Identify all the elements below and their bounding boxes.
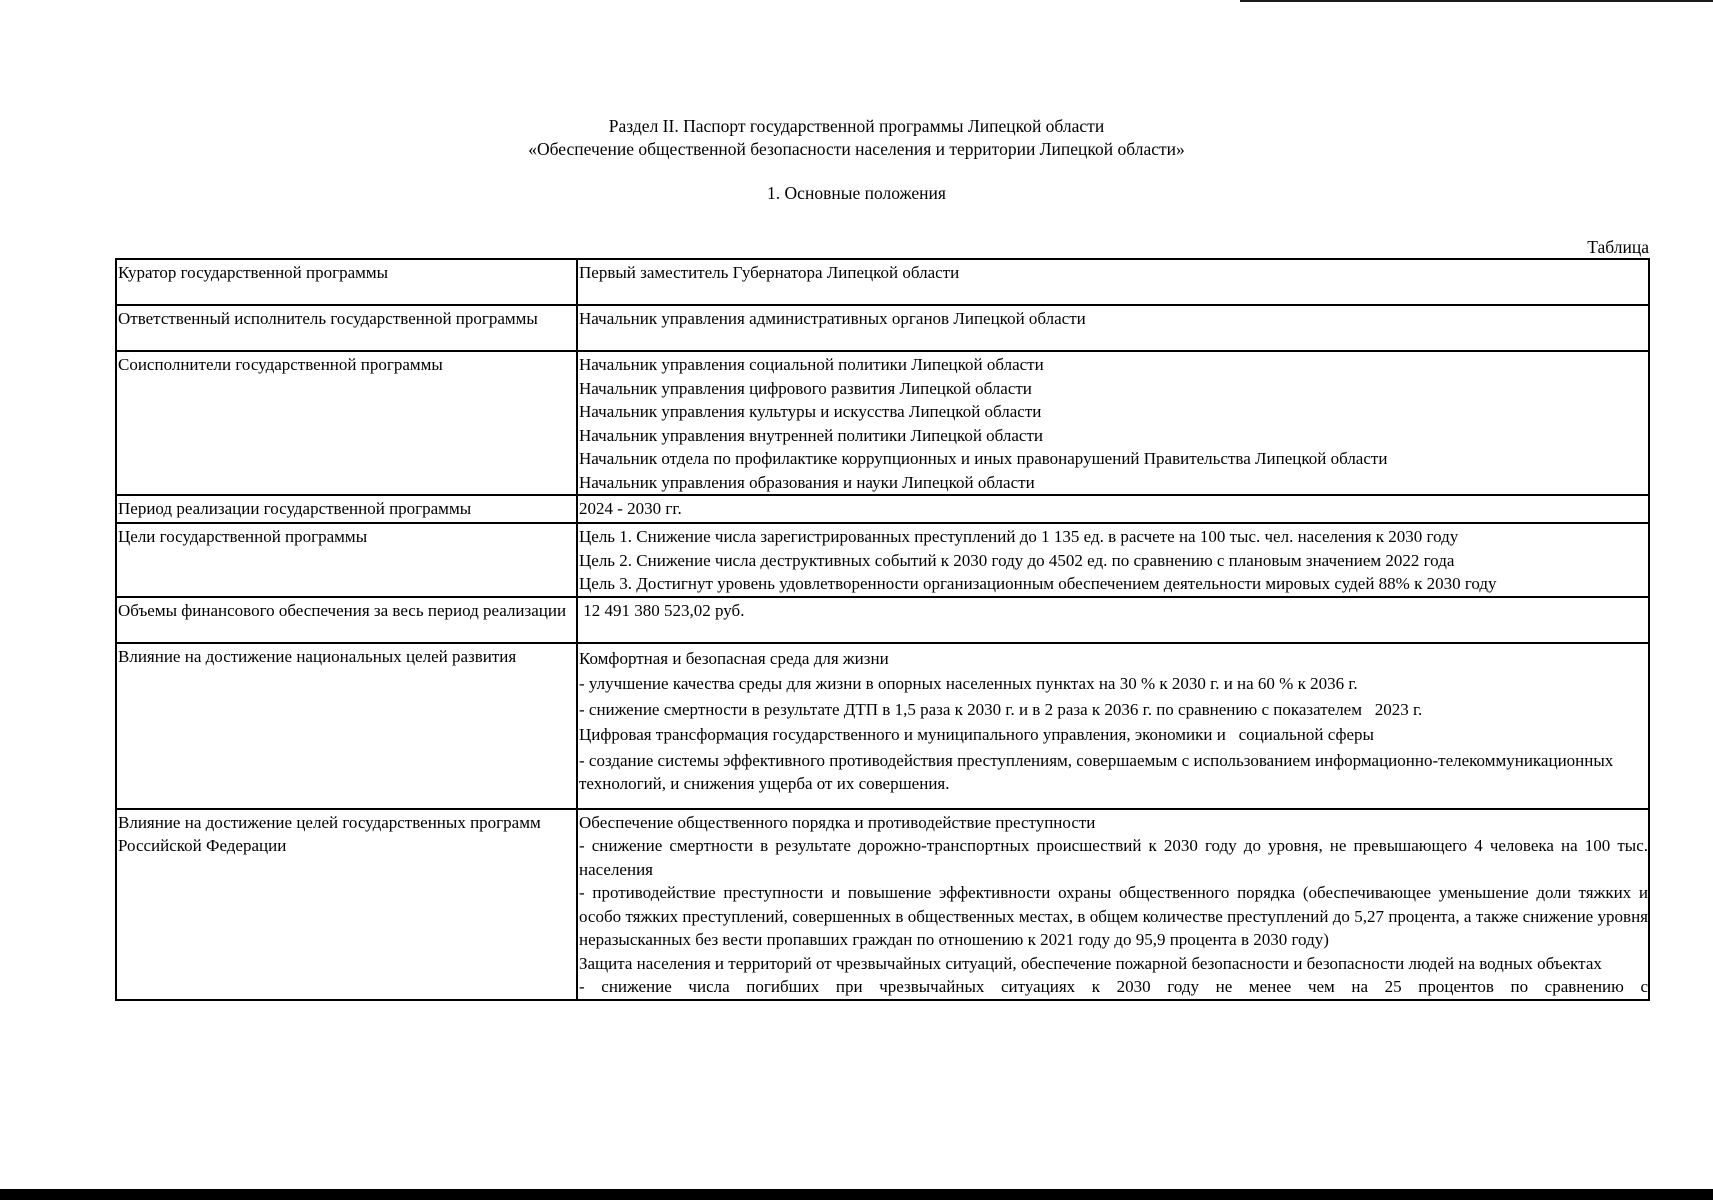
row-value: Комфортная и безопасная среда для жизни - улучшение качества среды для жизни в опорных населенных пунктах на 30 % к 2030 г. и на 60 % к 2036 г. - снижение смертности в результате ДТП в 1,5 раза к 2030 г. и в 2 раза к 2036 г. по сравнению с показателем 2023 г. Цифровая трансформация государственного и муниципального управления, экономики и социальной сферы - создание системы эффективного противодействия преступлениям, совершаемым с использованием информационно-телекоммуникационных технологий, и снижения ущерба от их совершения. [577, 643, 1649, 809]
table-row [116, 809, 1649, 1000]
row-value: Первый заместитель Губернатора Липецкой области [577, 259, 1649, 305]
row-value: Обеспечение общественного порядка и противодействие преступности - снижение смертности в результате дорожно-транспортных происшествий к 2030 году до уровня, не превышающего 4 человека на 100 тыс. населения - противодействие преступности и повышение эффективности охраны общественного порядка (обеспечивающее уменьшение доли тяжких и особо тяжких преступлений, совершенных в общественных местах, в общем количестве преступлений до 5,27 процента, а также снижение уровня неразысканных без вести пропавших граждан по отношению к 2021 году до 95,9 процента в 2030 году) Защита населения и территорий от чрезвычайных ситуаций, обеспечение пожарной безопасности и безопасности людей на водных объектах - снижение числа погибших при чрезвычайных ситуациях к 2030 году не менее чем на 25 процентов по сравнению с [577, 809, 1649, 1000]
row-value: 2024 - 2030 гг. [577, 495, 1649, 523]
row-label: Куратор государственной программы [116, 259, 577, 305]
table-row [116, 351, 1649, 495]
table-row [116, 523, 1649, 597]
table-row [116, 259, 1649, 305]
table-row [116, 643, 1649, 809]
row-value: Цель 1. Снижение числа зарегистрированных преступлений до 1 135 ед. в расчете на 100 тыс. чел. населения к 2030 году Цель 2. Снижение числа деструктивных событий к 2030 году до 4502 ед. по сравнению с плановым значением 2022 года Цель 3. Достигнут уровень удовлетворенности организационным обеспечением деятельности мировых судей 88% к 2030 году [577, 523, 1649, 597]
table-row [116, 597, 1649, 643]
table-caption: Таблица [1587, 237, 1649, 257]
table-row [116, 305, 1649, 351]
row-label: Влияние на достижение целей государственных программ Российской Федерации [116, 809, 577, 1000]
scan-edge-bottom [0, 1189, 1713, 1200]
program-passport-table [115, 258, 1650, 1001]
scan-edge-top [1240, 0, 1713, 2]
section-heading: 1. Основные положения [767, 183, 946, 203]
row-label: Влияние на достижение национальных целей развития [116, 643, 577, 809]
row-value: 12 491 380 523,02 руб. [577, 597, 1649, 643]
table-row [116, 495, 1649, 523]
row-label: Соисполнители государственной программы [116, 351, 577, 495]
document-title-line-2: «Обеспечение общественной безопасности населения и территории Липецкой области» [528, 139, 1185, 159]
row-label: Объемы финансового обеспечения за весь период реализации [116, 597, 577, 643]
row-label: Цели государственной программы [116, 523, 577, 597]
document-title-line-1: Раздел II. Паспорт государственной программы Липецкой области [608, 116, 1105, 136]
row-label: Ответственный исполнитель государственной программы [116, 305, 577, 351]
row-label: Период реализации государственной программы [116, 495, 577, 523]
row-value: Начальник управления административных органов Липецкой области [577, 305, 1649, 351]
row-value: Начальник управления социальной политики Липецкой области Начальник управления цифрового развития Липецкой области Начальник управления культуры и искусства Липецкой области Начальник управления внутренней политики Липецкой области Начальник отдела по профилактике коррупционных и иных правонарушений Правительства Липецкой области Начальник управления образования и науки Липецкой области [577, 351, 1649, 495]
